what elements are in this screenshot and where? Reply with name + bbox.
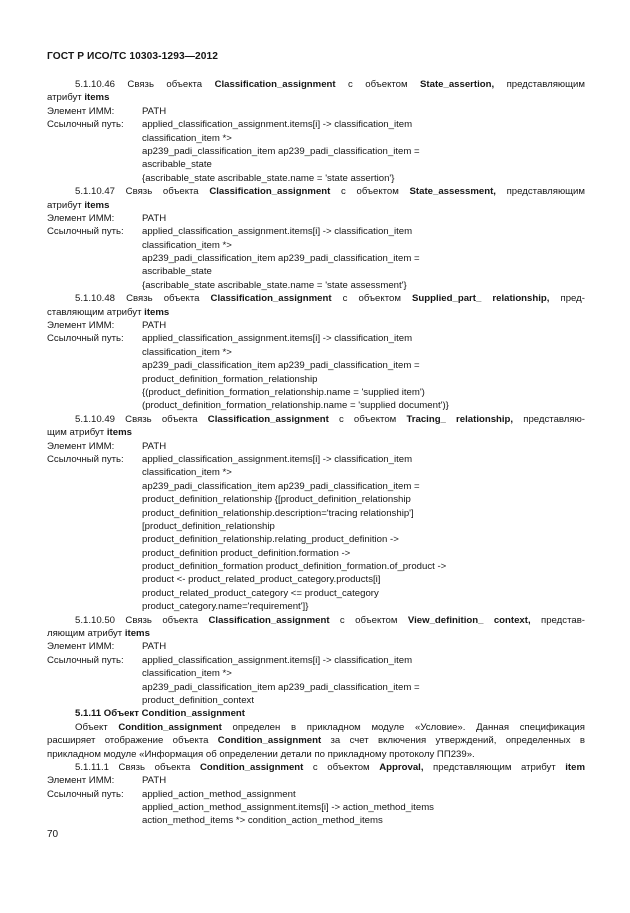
ref-path-line: ap239_padi_classification_item ap239_padi_classification_item =: [142, 253, 420, 265]
section-5-1-11-para-line: прикладном модуле «Информация об определении детали по прикладному протоколу ПП239».: [47, 748, 475, 760]
section-5-1-11-para-line: Объект Condition_assignment определен в прикладном модуле «Условие». Данная спецификация: [75, 721, 585, 733]
section-5-1-11-heading: 5.1.11 Объект Condition_assignment: [75, 708, 245, 720]
element-row: Элемент ИММ: PATH: [47, 105, 167, 117]
ref-path-line: action_method_items *> condition_action_method_items: [142, 815, 383, 827]
clause-5-1-10-48-attr: ставляющим атрибут items: [47, 306, 170, 318]
ref-path-line: product_related_product_category <= product_category: [142, 587, 379, 599]
ref-path-line: product_definition_formation_relationship: [142, 373, 318, 385]
ref-path-line: product_definition_formation product_definition_formation.of_product ->: [142, 561, 447, 573]
ref-path-line: (product_definition_formation_relationship.name = 'supplied document')}: [142, 400, 449, 412]
clause-5-1-10-50-attr: ляющим атрибут items: [47, 628, 150, 640]
ref-path-line: classification_item *>: [142, 132, 232, 144]
ref-path-line: ap239_padi_classification_item ap239_padi_classification_item =: [142, 681, 420, 693]
clause-5-1-10-50-heading: 5.1.10.50 Связь объекта Classification_assignment с объектом View_definition_ context, представ-: [75, 614, 585, 626]
ref-path-row: Ссылочный путь: applied_classification_assignment.items[i] -> classification_item: [47, 333, 413, 345]
ref-path-line: {ascribable_state ascribable_state.name = 'state assertion'}: [142, 172, 395, 184]
ref-path-line: classification_item *>: [142, 668, 232, 680]
ref-path-line: {(product_definition_formation_relationship.name = 'supplied item'): [142, 386, 425, 398]
ref-path-line: product_definition_relationship {[product_definition_relationship: [142, 494, 411, 506]
clause-5-1-10-46-heading: 5.1.10.46 Связь объекта Classification_assignment с объектом State_assertion, представляющим: [75, 79, 585, 90]
ref-path-line: classification_item *>: [142, 346, 232, 358]
clause-5-1-10-48-heading: 5.1.10.48 Связь объекта Classification_assignment с объектом Supplied_part_ relationship, пред-: [75, 293, 585, 305]
ref-path-line: product_definition_context: [142, 694, 255, 706]
document-body: [47, 78, 585, 828]
element-row: Элемент ИММ: PATH: [47, 641, 167, 653]
ref-path-line: classification_item *>: [142, 239, 232, 251]
ref-path-row: Ссылочный путь: applied_classification_assignment.items[i] -> classification_item: [47, 226, 413, 238]
clause-5-1-10-49-attr: щим атрибут items: [47, 427, 132, 439]
element-row: Элемент ИММ: PATH: [47, 320, 167, 332]
clause-5-1-10-46-attr: атрибут items: [47, 92, 110, 104]
ref-path-line: [product_definition_relationship: [142, 520, 275, 532]
ref-path-row: Ссылочный путь: applied_classification_assignment.items[i] -> classification_item: [47, 453, 413, 465]
ref-path-line: classification_item *>: [142, 467, 232, 479]
page-number: 70: [47, 829, 59, 840]
ref-path-line: ap239_padi_classification_item ap239_padi_classification_item =: [142, 480, 420, 492]
ref-path-line: applied_action_method_assignment.items[i] -> action_method_items: [142, 802, 434, 814]
clause-5-1-11-1-heading: 5.1.11.1 Связь объекта Condition_assignment с объектом Approval, представляющим атрибут item: [75, 761, 585, 773]
ref-path-line: ascribable_state: [142, 159, 212, 171]
ref-path-row: Ссылочный путь: applied_action_method_assignment: [47, 788, 296, 800]
ref-path-line: ap239_padi_classification_item ap239_padi_classification_item =: [142, 360, 420, 372]
ref-path-line: product_category.name='requirement']}: [142, 601, 309, 613]
ref-path-line: product_definition_relationship.description='tracing relationship']: [142, 507, 414, 519]
clause-5-1-10-47-heading: 5.1.10.47 Связь объекта Classification_assignment с объектом State_assessment, представляющим: [75, 186, 585, 198]
ref-path-row: Ссылочный путь: applied_classification_assignment.items[i] -> classification_item: [47, 654, 413, 666]
ref-path-line: {ascribable_state ascribable_state.name = 'state assessment'}: [142, 279, 407, 291]
clause-5-1-10-49-heading: 5.1.10.49 Связь объекта Classification_assignment с объектом Tracing_ relationship, представляю-: [75, 413, 585, 425]
page-header: ГОСТ Р ИСО/ТС 10303-1293—2012: [47, 51, 219, 62]
element-row: Элемент ИММ: PATH: [47, 440, 167, 452]
element-row: Элемент ИММ: PATH: [47, 775, 167, 787]
clause-5-1-10-47-attr: атрибут items: [47, 199, 110, 211]
ref-path-line: ap239_padi_classification_item ap239_padi_classification_item =: [142, 145, 420, 157]
ref-path-line: product_definition product_definition.formation ->: [142, 547, 351, 559]
element-row: Элемент ИММ: PATH: [47, 212, 167, 224]
ref-path-line: ascribable_state: [142, 266, 212, 278]
section-5-1-11-para-line: расширяет отображение объекта Condition_assignment за счет включения утверждений, определенных в: [47, 735, 585, 747]
ref-path-line: product_definition_relationship.relating_product_definition ->: [142, 534, 399, 546]
ref-path-row: Ссылочный путь: applied_classification_assignment.items[i] -> classification_item: [47, 119, 413, 131]
ref-path-line: product <- product_related_product_category.products[i]: [142, 574, 381, 586]
